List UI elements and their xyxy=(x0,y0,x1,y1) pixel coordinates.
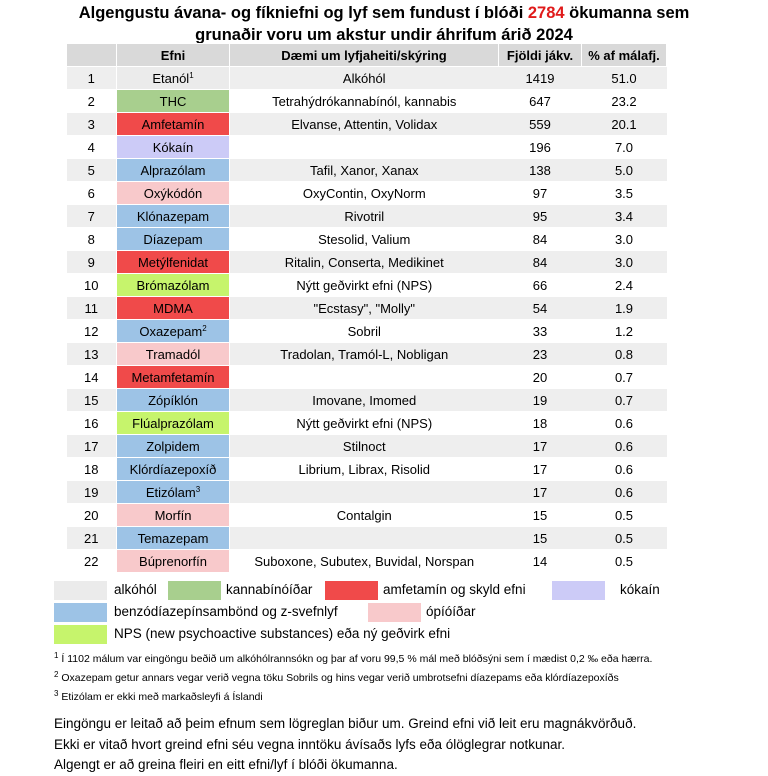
cell-percent: 0.6 xyxy=(582,412,667,435)
cell-substance xyxy=(117,527,230,550)
table-row xyxy=(67,527,667,550)
cell-percent: 5.0 xyxy=(582,159,667,182)
cell-substance xyxy=(117,550,230,573)
cell-rank: 14 xyxy=(67,366,117,389)
cell-rank: 16 xyxy=(67,412,117,435)
legend-swatch-nps xyxy=(54,625,107,644)
cell-count: 15 xyxy=(499,504,582,527)
legend-swatch-alcohol xyxy=(54,581,107,600)
legend-label-amphetamines: amfetamín og skyld efni xyxy=(383,582,526,597)
cell-substance xyxy=(117,412,230,435)
cell-substance xyxy=(117,251,230,274)
cell-substance xyxy=(117,504,230,527)
cell-substance xyxy=(117,205,230,228)
table-row xyxy=(67,251,667,274)
substance-name: MDMA xyxy=(153,300,193,316)
substance-name: Oxýkódón xyxy=(143,185,203,201)
cell-rank: 5 xyxy=(67,159,117,182)
cell-substance xyxy=(117,228,230,251)
cell-count: 17 xyxy=(499,481,582,504)
table-row xyxy=(67,228,667,251)
cell-examples: Contalgin xyxy=(230,504,499,527)
footnote-ref: 1 xyxy=(189,70,194,80)
cell-rank: 19 xyxy=(67,481,117,504)
cell-examples: Sobril xyxy=(230,320,499,343)
cell-rank: 6 xyxy=(67,182,117,205)
table-row xyxy=(67,550,667,573)
substance-name: Brómazólam xyxy=(136,277,210,293)
footnotes xyxy=(54,650,652,707)
cell-examples: Ritalin, Conserta, Medikinet xyxy=(230,251,499,274)
cell-rank: 1 xyxy=(67,67,117,90)
legend-label-opioids: ópíóíðar xyxy=(426,604,476,619)
footnote-1: $^1$ Í 1102 málum var eingöngu beðið um alkóhólrannsókn og þar af voru 99,5 % mál með blóðsýni sem í mædist 0,2 ‰ eða hærra. xyxy=(54,651,653,665)
cell-percent: 20.1 xyxy=(582,113,667,136)
cell-percent: 0.5 xyxy=(582,504,667,527)
cell-count: 23 xyxy=(499,343,582,366)
cell-examples: Tetrahýdrókannabínól, kannabis xyxy=(230,90,499,113)
cell-examples xyxy=(230,527,499,550)
cell-substance xyxy=(117,297,230,320)
cell-rank: 11 xyxy=(67,297,117,320)
substance-name: Metýlfenidat xyxy=(137,254,209,270)
substance-name: Alprazólam xyxy=(140,162,206,178)
cell-count: 54 xyxy=(499,297,582,320)
footer-line-2: Ekki er vitað hvort greind efni séu vegna inntöku ávísaðs lyfs eða ólöglegrar notkunar. xyxy=(54,736,566,752)
cell-count: 84 xyxy=(499,228,582,251)
cell-count: 97 xyxy=(499,182,582,205)
cell-substance xyxy=(117,481,230,504)
cell-examples: Elvanse, Attentin, Volidax xyxy=(230,113,499,136)
substance-name: Kókaín xyxy=(152,139,194,155)
cell-examples xyxy=(230,481,499,504)
cell-substance xyxy=(117,90,230,113)
legend-row-1 xyxy=(54,581,754,601)
table-row xyxy=(67,159,667,182)
cell-examples: Tafil, Xanor, Xanax xyxy=(230,159,499,182)
cell-count: 20 xyxy=(499,366,582,389)
legend-label-cannabinoids: kannabínóíðar xyxy=(226,582,313,597)
cell-percent: 1.9 xyxy=(582,297,667,320)
cell-substance xyxy=(117,159,230,182)
substance-name: Oxazepam xyxy=(139,323,203,339)
substance-name: Búprenorfín xyxy=(139,553,207,569)
cell-percent: 3.4 xyxy=(582,205,667,228)
cell-rank: 10 xyxy=(67,274,117,297)
table-row xyxy=(67,297,667,320)
cell-examples: Librium, Librax, Risolid xyxy=(230,458,499,481)
cell-rank: 8 xyxy=(67,228,117,251)
cell-rank: 4 xyxy=(67,136,117,159)
cell-examples xyxy=(230,366,499,389)
legend-label-cocaine: kókaín xyxy=(620,582,660,597)
cell-count: 559 xyxy=(499,113,582,136)
table-row xyxy=(67,435,667,458)
cell-count: 19 xyxy=(499,389,582,412)
footnote-2: $^2$ Oxazepam getur annars vegar verið vegna töku Sobrils og hins vegar verið umbrotsefni díazepams eða klórdíazepoxíðs xyxy=(54,670,619,684)
cell-examples: Imovane, Imomed xyxy=(230,389,499,412)
header-count: Fjöldi jákv. xyxy=(499,44,582,67)
cell-percent: 51.0 xyxy=(582,67,667,90)
cell-examples xyxy=(230,136,499,159)
header-substance: Efni xyxy=(117,44,230,67)
title-line-2: grunaðir voru um akstur undir áhrifum árið 2024 xyxy=(195,26,573,44)
cell-substance xyxy=(117,458,230,481)
legend-row-2 xyxy=(54,603,754,623)
cell-substance xyxy=(117,67,230,90)
cell-substance xyxy=(117,389,230,412)
cell-count: 138 xyxy=(499,159,582,182)
cell-rank: 7 xyxy=(67,205,117,228)
footnote-ref: 3 xyxy=(195,484,201,494)
cell-percent: 3.5 xyxy=(582,182,667,205)
cell-count: 17 xyxy=(499,458,582,481)
cell-rank: 20 xyxy=(67,504,117,527)
cell-percent: 0.6 xyxy=(582,458,667,481)
cell-count: 1419 xyxy=(499,67,582,90)
table-row xyxy=(67,504,667,527)
substance-name: Tramadól xyxy=(145,346,201,362)
cell-substance xyxy=(117,136,230,159)
table-row xyxy=(67,136,667,159)
table-header-row xyxy=(67,44,667,67)
table-row xyxy=(67,412,667,435)
title-line-1: Algengustu ávana- og fíkniefni og lyf sem fundust í blóði 2784 ökumanna sem xyxy=(78,4,690,22)
table-row xyxy=(67,366,667,389)
cell-percent: 0.7 xyxy=(582,389,667,412)
header-examples: Dæmi um lyfjaheiti/skýring xyxy=(230,44,499,67)
cell-examples: Stilnoct xyxy=(230,435,499,458)
cell-percent: 23.2 xyxy=(582,90,667,113)
legend-swatch-cannabinoids xyxy=(168,581,221,600)
cell-rank: 21 xyxy=(67,527,117,550)
substance-name: Etizólam xyxy=(145,484,196,500)
cell-rank: 18 xyxy=(67,458,117,481)
footnote-3: $^3$ Etizólam er ekki með markaðsleyfi á Íslandi xyxy=(54,689,263,703)
table-row xyxy=(67,205,667,228)
substance-name: THC xyxy=(159,93,187,109)
cell-examples: Nýtt geðvirkt efni (NPS) xyxy=(230,412,499,435)
cell-examples: OxyContin, OxyNorm xyxy=(230,182,499,205)
table-row xyxy=(67,182,667,205)
substance-name: Zópíklón xyxy=(148,392,198,408)
cell-examples: Tradolan, Tramól-L, Nobligan xyxy=(230,343,499,366)
substances-table xyxy=(66,43,667,573)
footer-line-3: Algengt er að greina fleiri en eitt efni/lyf í blóði ökumanna. xyxy=(54,757,398,772)
cell-percent: 0.7 xyxy=(582,366,667,389)
table-row xyxy=(67,389,667,412)
cell-examples: "Ecstasy", "Molly" xyxy=(230,297,499,320)
cell-examples: Stesolid, Valium xyxy=(230,228,499,251)
cell-percent: 1.2 xyxy=(582,320,667,343)
cell-rank: 17 xyxy=(67,435,117,458)
driver-count-highlight: 2784 xyxy=(527,4,565,22)
table-row xyxy=(67,458,667,481)
table-row xyxy=(67,343,667,366)
cell-percent: 0.6 xyxy=(582,481,667,504)
cell-percent: 0.5 xyxy=(582,527,667,550)
table-row xyxy=(67,481,667,504)
cell-rank: 13 xyxy=(67,343,117,366)
cell-percent: 3.0 xyxy=(582,251,667,274)
table-row xyxy=(67,90,667,113)
legend-swatch-cocaine xyxy=(552,581,605,600)
cell-examples: Nýtt geðvirkt efni (NPS) xyxy=(230,274,499,297)
legend-swatch-benzodiazepines xyxy=(54,603,107,622)
cell-count: 196 xyxy=(499,136,582,159)
cell-substance xyxy=(117,274,230,297)
table-row xyxy=(67,274,667,297)
cell-count: 14 xyxy=(499,550,582,573)
substance-name: Etanól xyxy=(152,70,190,86)
cell-substance xyxy=(117,435,230,458)
cell-substance xyxy=(117,182,230,205)
legend-swatch-opioids xyxy=(368,603,421,622)
cell-count: 15 xyxy=(499,527,582,550)
cell-count: 66 xyxy=(499,274,582,297)
cell-rank: 2 xyxy=(67,90,117,113)
cell-count: 84 xyxy=(499,251,582,274)
footer-line-1: Eingöngu er leitað að þeim efnum sem lögreglan biður um. Greind efni við leit eru magnákvörðuð. xyxy=(54,716,637,731)
page-title xyxy=(0,2,768,46)
cell-examples: Rivotril xyxy=(230,205,499,228)
cell-count: 33 xyxy=(499,320,582,343)
cell-percent: 3.0 xyxy=(582,228,667,251)
substance-name: Amfetamín xyxy=(141,116,205,132)
table-body xyxy=(67,67,667,573)
cell-substance xyxy=(117,343,230,366)
cell-count: 18 xyxy=(499,412,582,435)
cell-rank: 9 xyxy=(67,251,117,274)
substance-name: Morfín xyxy=(154,507,192,523)
footnote-ref: 2 xyxy=(202,323,207,333)
cell-substance xyxy=(117,320,230,343)
substance-name: Zolpidem xyxy=(146,438,200,454)
cell-rank: 3 xyxy=(67,113,117,136)
cell-percent: 0.5 xyxy=(582,550,667,573)
legend-row-3 xyxy=(54,625,754,645)
header-rank xyxy=(67,44,117,67)
legend-label-benzodiazepines: benzódíazepínsambönd og z-svefnlyf xyxy=(114,604,338,619)
substance-name: Temazepam xyxy=(137,530,209,546)
cell-substance xyxy=(117,113,230,136)
cell-count: 17 xyxy=(499,435,582,458)
legend-swatch-amphetamines xyxy=(325,581,378,600)
cell-rank: 15 xyxy=(67,389,117,412)
substance-name: Díazepam xyxy=(143,231,203,247)
cell-examples: Suboxone, Subutex, Buvidal, Norspan xyxy=(230,550,499,573)
cell-substance xyxy=(117,366,230,389)
cell-percent: 7.0 xyxy=(582,136,667,159)
cell-count: 647 xyxy=(499,90,582,113)
substance-name: Flúalprazólam xyxy=(132,415,214,431)
legend-label-alcohol: alkóhól xyxy=(114,582,157,597)
cell-rank: 22 xyxy=(67,550,117,573)
cell-rank: 12 xyxy=(67,320,117,343)
cell-percent: 0.8 xyxy=(582,343,667,366)
substance-name: Klórdíazepoxíð xyxy=(129,461,217,477)
header-percent: % af málafj. xyxy=(582,44,667,67)
table-row xyxy=(67,320,667,343)
cell-percent: 0.6 xyxy=(582,435,667,458)
cell-percent: 2.4 xyxy=(582,274,667,297)
substance-name: Klónazepam xyxy=(136,208,210,224)
substance-name: Metamfetamín xyxy=(131,369,215,385)
cell-examples: Alkóhól xyxy=(230,67,499,90)
table-row xyxy=(67,67,667,90)
footer-notes xyxy=(54,714,636,776)
legend-label-nps: NPS (new psychoactive substances) eða ný geðvirk efni xyxy=(114,626,451,641)
table-row xyxy=(67,113,667,136)
cell-count: 95 xyxy=(499,205,582,228)
